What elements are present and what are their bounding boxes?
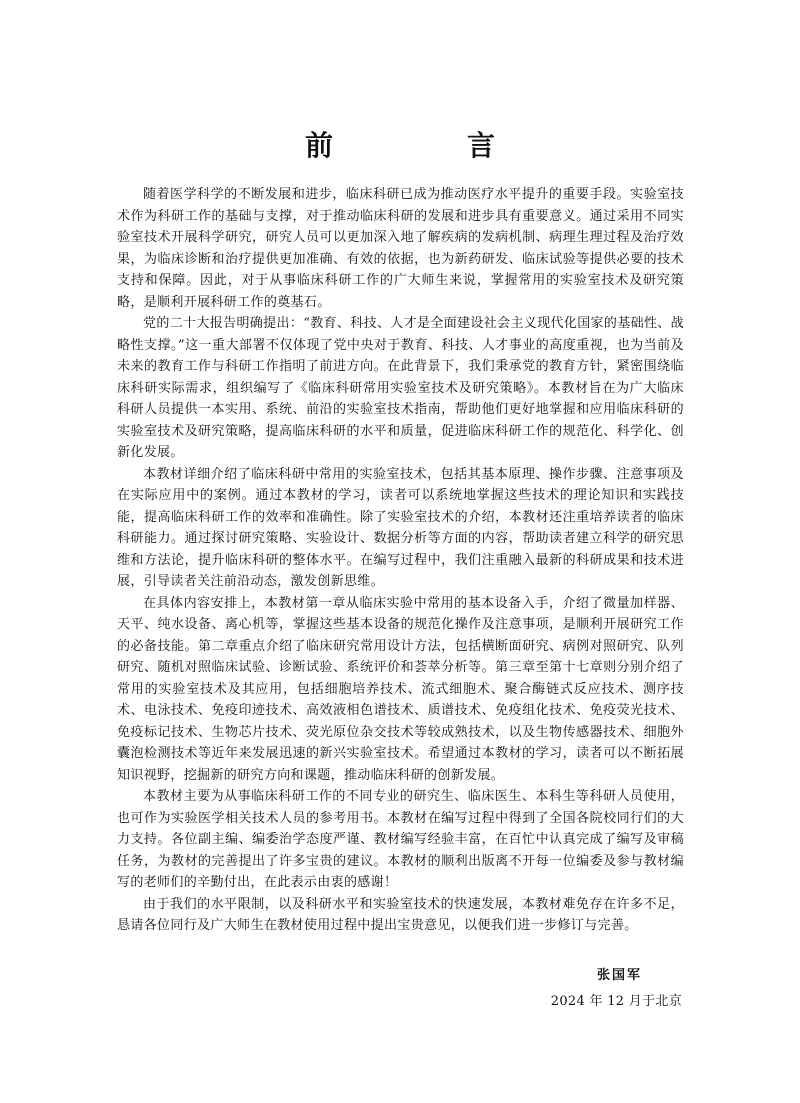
signature-block [551,963,682,1015]
signature-date: 2024 年 12 月于北京 [550,994,682,1009]
paragraph: 本教材主要为从事临床科研工作的不同专业的研究生、临床医生、本科生等科研人员使用，也可作为实验医学相关技术人员的参考用书。本教材在编写过程中得到了全国各院校同行们的大力支持。各位副主编、编委治学态度严谨、教材编写经验丰富，在百忙中认真完成了编写及审稿任务，为教材的完善提出了许多宝贵的建议。本教材的顺利出版离不开每一位编委及参与教材编写的老师们的辛勤付出，在此表示由衷的感谢！ [117,789,684,890]
paragraph: 党的二十大报告明确提出：“教育、科技、人才是全面建设社会主义现代化国家的基础性、战略性支撑。”这一重大部署不仅体现了党中央对于教育、科技、人才事业的高度重视，也为当前及未来的教育工作与科研工作指明了前进方向。在此背景下，我们秉承党的教育方针，紧密围绕临床科研实际需求，组织编写了《临床科研常用实验室技术及研究策略》。本教材旨在为广大临床科研人员提供一本实用、系统、前沿的实验室技术指南，帮助他们更好地掌握和应用临床科研的实验室技术及研究策略，提高临床科研的水平和质量，促进临床科研工作的规范化、科学化、创新化发展。 [117,316,684,460]
paragraph: 在具体内容安排上，本教材第一章从临床实验中常用的基本设备入手，介绍了微量加样器、天平、纯水设备、离心机等，掌握这些基本设备的规范化操作及注意事项，是顺利开展研究工作的必备技能。第二章重点介绍了临床研究常用设计方法，包括横断面研究、病例对照研究、队列研究、随机对照临床试验、诊断试验、系统评价和荟萃分析等。第三章至第十七章则分别介绍了常用的实验室技术及其应用，包括细胞培养技术、流式细胞术、聚合酶链式反应技术、测序技术、电泳技术、免疫印迹技术、高效液相色谱技术、质谱技术、免疫组化技术、免疫荧光技术、免疫标记技术、生物芯片技术、荧光原位杂交技术等较成熟技术，以及生物传感器技术、细胞外囊泡检测技术等近年来发展迅速的新兴实验室技术。希望通过本教材的学习，读者可以不断拓展知识视野，挖掘新的研究方向和课题，推动临床科研的创新发展。 [117,595,684,783]
paragraph: 随着医学科学的不断发展和进步，临床科研已成为推动医疗水平提升的重要手段。实验室技术作为科研工作的基础与支撑，对于推动临床科研的发展和进步具有重要意义。通过采用不同实验室技术开展科学研究，研究人员可以更加深入地了解疾病的发病机制、病理生理过程及治疗效果，为临床诊断和治疗提供更加准确、有效的依据，也为新药研发、临床试验等提供必要的技术支持和保障。因此，对于从事临床科研工作的广大师生来说，掌握常用的实验室技术及研究策略，是顺利开展科研工作的奠基石。 [117,187,684,310]
author-name: 张国军 [596,968,642,983]
paragraph: 由于我们的水平限制，以及科研水平和实验室技术的快速发展，本教材难免存在许多不足，恳请各位同行及广大师生在教材使用过程中提出宝贵意见，以便我们进一步修订与完善。 [117,896,684,933]
preface-body [117,184,684,937]
page-title: 前 言 [304,129,521,162]
paragraph: 本教材详细介绍了临床科研中常用的实验室技术，包括其基本原理、操作步骤、注意事项及在实际应用中的案例。通过本教材的学习，读者可以系统地掌握这些技术的理论知识和实践技能，提高临床科研工作的效率和准确性。除了实验室技术的介绍，本教材还注重培养读者的临床科研能力。通过探讨研究策略、实验设计、数据分析等方面的内容，帮助读者建立科学的研究思维和方法论，提升临床科研的整体水平。在编写过程中，我们注重融入最新的科研成果和技术进展，引导读者关注前沿动态，激发创新思维。 [117,466,684,589]
